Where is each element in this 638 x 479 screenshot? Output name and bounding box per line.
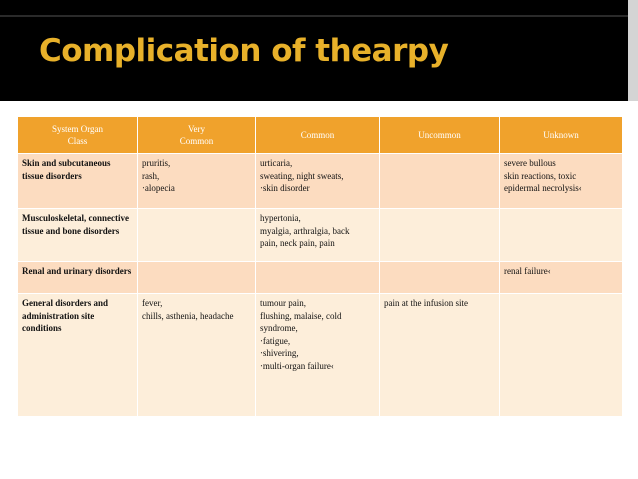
- cell-line: ‧shivering,: [260, 348, 299, 358]
- cell-line: epidermal necrolysis‹: [504, 183, 582, 193]
- cell-line: pain at the infusion site: [384, 298, 468, 308]
- uncommon-cell: [380, 294, 500, 417]
- cell-line: tumour pain,: [260, 298, 306, 308]
- title-shadow: [628, 0, 638, 101]
- common-cell: [256, 262, 380, 294]
- cell-line: flushing, malaise, cold: [260, 310, 342, 321]
- cell-line: ‧multi-organ failure‹: [260, 360, 334, 371]
- header-uncommon: Uncommon: [380, 117, 500, 154]
- cell-line: ‧skin disorder: [260, 183, 310, 193]
- header-unknown: Unknown: [500, 117, 623, 154]
- slide-title: Complication of thearpy: [39, 33, 449, 69]
- uncommon-cell: [380, 262, 500, 294]
- very-common-cell: [138, 262, 256, 294]
- cell-line: chills, asthenia, headache: [142, 310, 234, 321]
- very-common-cell: [138, 294, 256, 417]
- organ-class-cell: Skin and subcutaneous tissue disorders: [18, 154, 138, 209]
- uncommon-cell: [380, 209, 500, 262]
- header-very-common: Very Common: [138, 117, 256, 154]
- cell-line: skin reactions, toxic: [504, 170, 577, 181]
- table-row: [18, 154, 623, 209]
- unknown-cell: [500, 262, 623, 294]
- header-common: Common: [256, 117, 380, 154]
- header-system-organ-class: System Organ Class: [18, 117, 138, 154]
- cell-line: myalgia, arthralgia, back: [260, 225, 350, 236]
- organ-class-cell: Musculoskeletal, connective tissue and bone disorders: [18, 209, 138, 262]
- cell-line: rash,: [142, 170, 160, 181]
- very-common-cell: [138, 209, 256, 262]
- cell-line: severe bullous: [504, 158, 556, 168]
- very-common-cell: [138, 154, 256, 209]
- cell-line: ‧fatigue,: [260, 335, 291, 346]
- common-cell: [256, 154, 380, 209]
- table-row: [18, 262, 623, 294]
- unknown-cell: [500, 209, 623, 262]
- common-cell: [256, 294, 380, 417]
- cell-line: ‧alopecia: [142, 183, 175, 193]
- uncommon-cell: [380, 154, 500, 209]
- cell-line: fever,: [142, 298, 163, 308]
- cell-line: pruritis,: [142, 158, 171, 168]
- cell-line: pain, neck pain, pain: [260, 238, 335, 248]
- common-cell: [256, 209, 380, 262]
- cell-line: sweating, night sweats,: [260, 170, 344, 181]
- title-rule: [0, 15, 638, 17]
- cell-line: urticaria,: [260, 158, 293, 168]
- unknown-cell: [500, 294, 623, 417]
- header-row: [18, 117, 623, 154]
- cell-line: renal failure‹: [504, 266, 551, 276]
- cell-line: syndrome,: [260, 323, 298, 333]
- organ-class-cell: Renal and urinary disorders: [18, 262, 138, 294]
- table-row: [18, 209, 623, 262]
- cell-line: hypertonia,: [260, 213, 301, 223]
- organ-class-cell: General disorders and administration site conditions: [18, 294, 138, 417]
- complications-table: [17, 116, 623, 417]
- table-row: [18, 294, 623, 417]
- unknown-cell: [500, 154, 623, 209]
- title-bar: [0, 0, 638, 101]
